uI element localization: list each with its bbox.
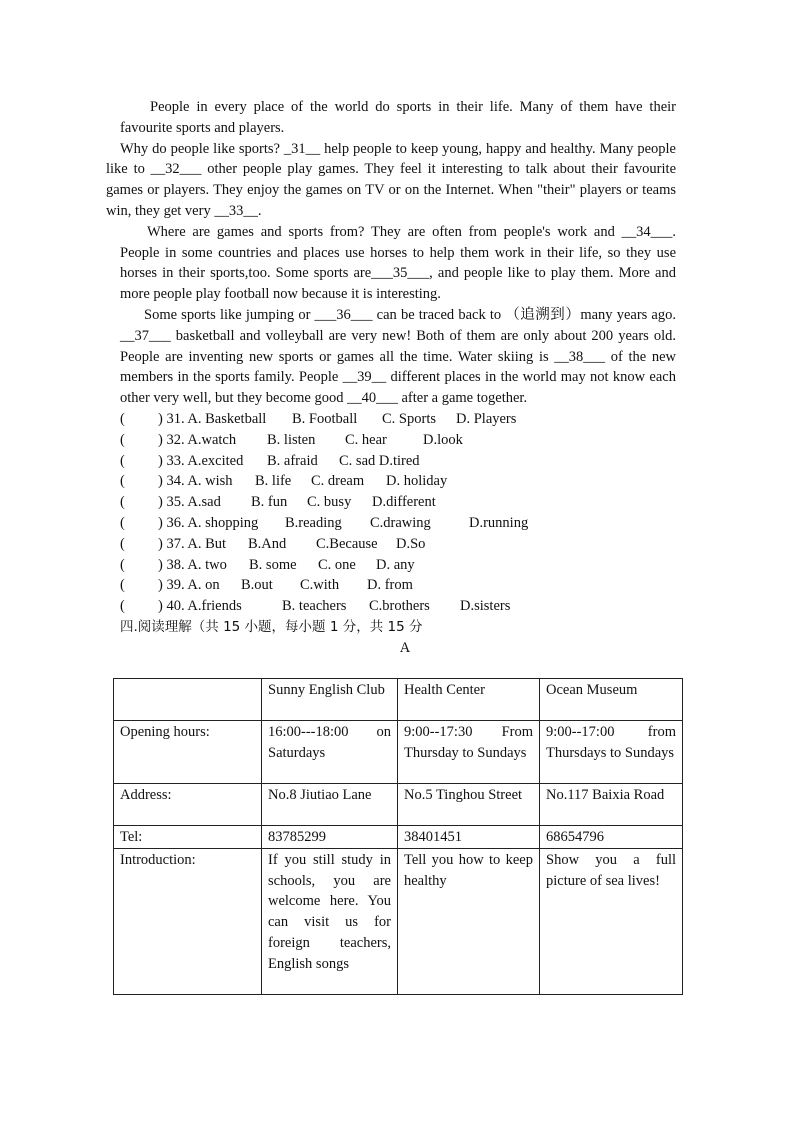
- question-item: [120, 513, 676, 534]
- question-stem: ) 33. A.excited: [158, 452, 244, 469]
- question-item: [120, 575, 676, 596]
- table-cell: 38401451: [398, 826, 540, 849]
- option-d: D. Players: [456, 410, 517, 427]
- paragraph-3: Where are games and sports from? They are often from people's work and __34___. People in some countries and places use horses to help them work in their life, so they use horses in their sports,too. Some sports are___35___, and people like to play them. More and more people play football now because it is interesting.: [120, 223, 676, 303]
- question-item: [120, 471, 676, 492]
- table-row: [114, 826, 683, 849]
- table-cell: Ocean Museum: [540, 679, 683, 721]
- option-c: C.Because: [316, 535, 378, 552]
- section-title: 四.阅读理解（共 15 小题，每小题 1 分，共 15 分: [120, 618, 423, 635]
- option-c: C. hear: [345, 431, 387, 448]
- question-item: [120, 409, 676, 430]
- table-cell: 83785299: [262, 826, 398, 849]
- info-table: [113, 678, 683, 995]
- table-cell: Tell you how to keep healthy: [398, 848, 540, 994]
- option-c: C.drawing: [370, 514, 431, 531]
- option-c: C.brothers: [369, 598, 430, 615]
- option-c: C. busy: [307, 494, 352, 511]
- option-d: D.look: [423, 431, 463, 448]
- question-item: [120, 555, 676, 576]
- question-stem: ) 34. A. wish: [158, 473, 233, 490]
- option-d: D. from: [367, 577, 413, 594]
- table-cell: [114, 679, 262, 721]
- option-b: B. afraid: [267, 452, 318, 469]
- part-letter: A: [399, 639, 411, 656]
- option-d: D. any: [376, 556, 415, 573]
- question-stem: ) 32. A.watch: [158, 431, 237, 448]
- answer-paren: (: [120, 514, 125, 531]
- paragraph-2: Why do people like sports? _31__ help people to keep young, happy and healthy. Many people like to __32___ other people play games. They feel it interesting to talk about their favourite games or players. They enjoy the games on TV or on the Internet. When "their" players or teams win, they get very __33__.: [106, 140, 676, 219]
- option-c: C. sad D.tired: [339, 452, 420, 469]
- option-c: C. Sports: [382, 410, 436, 427]
- option-b: B.out: [241, 577, 273, 594]
- question-item: [120, 451, 676, 472]
- option-b: B. listen: [267, 431, 316, 448]
- option-c: C. one: [318, 556, 356, 573]
- table-row: [114, 784, 683, 826]
- question-stem: ) 39. A. on: [158, 577, 220, 594]
- option-d: D.running: [469, 514, 529, 531]
- question-stem: ) 31. A. Basketball: [158, 410, 267, 427]
- answer-paren: (: [120, 556, 125, 573]
- table-cell: Address:: [114, 784, 262, 826]
- table-cell: Introduction:: [114, 848, 262, 994]
- option-c: C. dream: [311, 473, 365, 490]
- question-stem: ) 35. A.sad: [158, 494, 221, 511]
- option-b: B. life: [255, 473, 292, 490]
- table-cell: 9:00--17:30 From Thursday to Sundays: [398, 721, 540, 784]
- option-d: D.So: [396, 535, 426, 552]
- table-cell: 68654796: [540, 826, 683, 849]
- answer-paren: (: [120, 577, 125, 594]
- table-cell: No.117 Baixia Road: [540, 784, 683, 826]
- question-stem: ) 38. A. two: [158, 556, 227, 573]
- question-item: [120, 534, 676, 555]
- table-row: [114, 848, 683, 994]
- table-cell: If you still study in schools, you are welcome here. You can visit us for foreign teachers, English songs: [262, 848, 398, 994]
- question-item: [120, 430, 676, 451]
- table-cell: Opening hours:: [114, 721, 262, 784]
- answer-paren: (: [120, 535, 125, 552]
- answer-paren: (: [120, 452, 125, 469]
- option-b: B. Football: [292, 410, 358, 427]
- paragraph-4: Some sports like jumping or ___36___ can be traced back to （追溯到）many years ago. __37___ basketball and volleyball are very new! Both of them are only about 200 years old. People are inventing new sports or games all the time. Water skiing is __38___ of the new members in the sports family. People __39__ different places in the world may not know each other very well, but they become good __40___ after a game together.: [120, 306, 676, 407]
- option-b: B. teachers: [282, 598, 347, 615]
- question-stem: ) 40. A.friends: [158, 598, 242, 615]
- option-d: D. holiday: [386, 473, 448, 490]
- option-b: B.And: [248, 535, 287, 552]
- exam-document: [106, 97, 676, 659]
- answer-paren: (: [120, 473, 125, 490]
- answer-paren: (: [120, 494, 125, 511]
- option-b: B. some: [249, 556, 297, 573]
- table-cell: 9:00--17:00 from Thursdays to Sundays: [540, 721, 683, 784]
- table-cell: Tel:: [114, 826, 262, 849]
- table-cell: Health Center: [398, 679, 540, 721]
- question-stem: ) 37. A. But: [158, 535, 227, 552]
- option-c: C.with: [300, 577, 340, 594]
- option-d: D.different: [372, 494, 436, 511]
- table-cell: 16:00---18:00 on Saturdays: [262, 721, 398, 784]
- answer-paren: (: [120, 410, 125, 427]
- question-list: [120, 409, 676, 617]
- option-b: B.reading: [285, 514, 342, 531]
- question-stem: ) 36. A. shopping: [158, 514, 259, 531]
- answer-paren: (: [120, 431, 125, 448]
- table-cell: Sunny English Club: [262, 679, 398, 721]
- table-row: [114, 679, 683, 721]
- question-item: [120, 492, 676, 513]
- answer-paren: (: [120, 598, 125, 615]
- table-cell: No.5 Tinghou Street: [398, 784, 540, 826]
- question-item: [120, 596, 676, 617]
- paragraph-1: People in every place of the world do sports in their life. Many of them have their favourite sports and players.: [120, 99, 676, 136]
- option-b: B. fun: [251, 494, 288, 511]
- table-cell: No.8 Jiutiao Lane: [262, 784, 398, 826]
- table-row: [114, 721, 683, 784]
- option-d: D.sisters: [460, 598, 511, 615]
- table-cell: Show you a full picture of sea lives!: [540, 848, 683, 994]
